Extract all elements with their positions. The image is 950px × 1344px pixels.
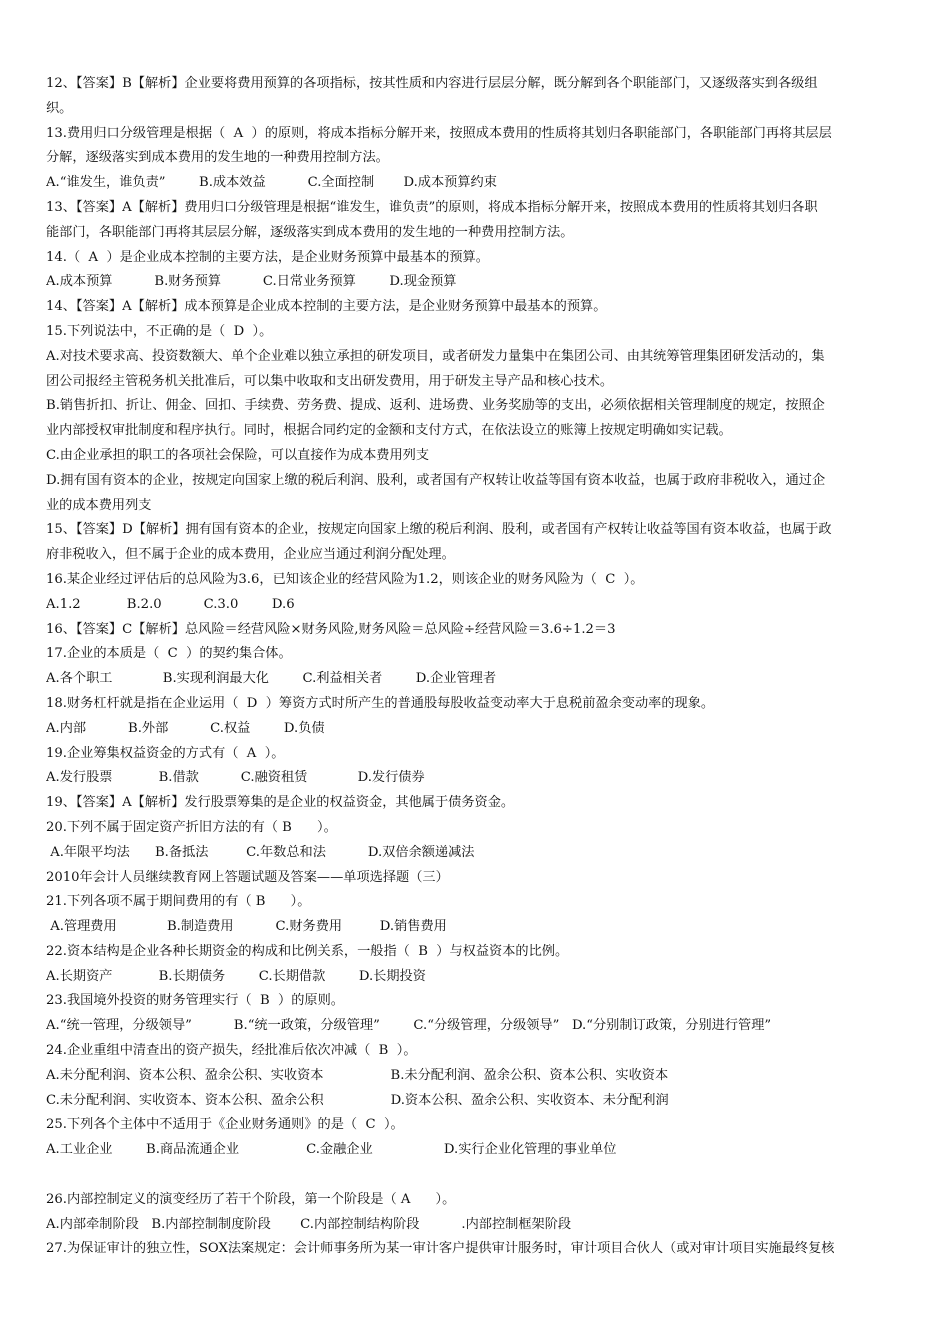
text-line: A.年限平均法 B.备抵法 C.年数总和法 D.双倍余额递减法 [46,844,475,860]
text-line: 15.下列说法中，不正确的是（ D ）。 [46,323,273,339]
text-line: A.管理费用 B.制造费用 C.财务费用 D.销售费用 [46,919,447,935]
text-line: 能部门，各职能部门再将其层层分解，逐级落实到成本费用的发生地的一种费用控制方法。 [46,224,574,240]
text-line: 19、【答案】A【解析】发行股票筹集的是企业的权益资金，其他属于债务资金。 [46,795,515,811]
text-line: 业内部授权审批制度和程序执行。同时，根据合同约定的金额和支付方式，在依法设立的账簿上按规定明确如实记载。 [46,423,732,439]
text-line: 27.为保证审计的独立性，SOX法案规定：会计师事务所为某一审计客户提供审计服务时，审计项目合伙人（或对审计项目实施最终复核 [46,1241,835,1257]
text-line: A.工业企业 B.商品流通企业 C.金融企业 D.实行企业化管理的事业单位 [46,1142,617,1158]
text-line: 19.企业筹集权益资金的方式有（ A ）。 [46,745,285,761]
text-line: C.未分配利润、实收资本、资本公积、盈余公积 D.资本公积、盈余公积、实收资本、未分配利润 [46,1092,669,1108]
document-page [46,72,908,1262]
text-line: A.长期资产 B.长期债务 C.长期借款 D.长期投资 [46,968,426,984]
text-line: A.成本预算 B.财务预算 C.日常业务预算 D.现金预算 [46,274,457,290]
text-line: 15、【答案】D【解析】拥有国有资本的企业，按规定向国家上缴的税后利润、股利，或者国有产权转让收益等国有资本收益，也属于政 [46,522,832,538]
text-line: A.1.2 B.2.0 C.3.0 D.6 [46,596,295,612]
text-line [46,1163,908,1188]
text-line: 17.企业的本质是（ C ）的契约集合体。 [46,646,292,662]
text-line: 21.下列各项不属于期间费用的有（ B ）。 [46,894,311,910]
text-line: 12、【答案】B【解析】企业要将费用预算的各项指标，按其性质和内容进行层层分解，既分解到各个职能部门，又逐级落实到各级组 [46,76,818,91]
text-line: 18.财务杠杆就是指在企业运用（ D ）筹资方式时所产生的普通股每股收益变动率大于息税前盈余变动率的现象。 [46,695,715,711]
text-line: A.未分配利润、资本公积、盈余公积、实收资本 B.未分配利润、盈余公积、资本公积、实收资本 [46,1067,669,1083]
text-line: 14、【答案】A【解析】成本预算是企业成本控制的主要方法，是企业财务预算中最基本的预算。 [46,299,607,315]
text-line: 13、【答案】A【解析】费用归口分级管理是根据“谁发生，谁负责”的原则，将成本指标分解开来，按照成本费用的性质将其划归各职 [46,199,818,215]
text-line: A.发行股票 B.借款 C.融资租赁 D.发行债券 [46,770,425,786]
text-line: 20.下列不属于固定资产折旧方法的有（ B ）。 [46,819,337,835]
text-line: 22.资本结构是企业各种长期资金的构成和比例关系，一般指（ B ）与权益资本的比例。 [46,943,569,959]
text-line: 13.费用归口分级管理是根据（ A ）的原则，将成本指标分解开来，按照成本费用的性质将其划归各职能部门，各职能部门再将其层层 [46,125,832,141]
text-line: C.由企业承担的职工的各项社会保险，可以直接作为成本费用列支 [46,447,430,463]
text-line: 16.某企业经过评估后的总风险为3.6，已知该企业的经营风险为1.2，则该企业的财务风险为（ C ）。 [46,571,644,587]
text-line: 2010年会计人员继续教育网上答题试题及答案——单项选择题（三） [46,869,449,885]
text-line: B.销售折扣、折让、佣金、回扣、手续费、劳务费、提成、返利、进场费、业务奖励等的支出，必须依据相关管理制度的规定，按照企 [46,398,825,414]
text-line: 24.企业重组中清查出的资产损失，经批准后依次冲减（ B ）。 [46,1043,417,1059]
text-line: A.各个职工 B.实现利润最大化 C.利益相关者 D.企业管理者 [46,671,497,687]
text-line: A.内部牵制阶段 B.内部控制制度阶段 C.内部控制结构阶段 .内部控制框架阶段 [46,1216,572,1232]
text-line: 分解，逐级落实到成本费用的发生地的一种费用控制方法。 [46,150,389,166]
text-line: 14.（ A ）是企业成本控制的主要方法，是企业财务预算中最基本的预算。 [46,249,489,265]
text-line: A.内部 B.外部 C.权益 D.负债 [46,720,325,736]
text-line: A.对技术要求高、投资数额大、单个企业难以独立承担的研发项目，或者研发力量集中在集团公司、由其统筹管理集团研发活动的，集 [46,348,825,364]
text-line: 业的成本费用列支 [46,497,152,513]
text-line: 府非税收入，但不属于企业的成本费用，企业应当通过利润分配处理。 [46,547,455,563]
text-line: 团公司报经主管税务机关批准后，可以集中收取和支出研发费用，用于研发主导产品和核心技术。 [46,373,614,389]
text-line: 织。 [46,100,73,116]
text-line: 23.我国境外投资的财务管理实行（ B ）的原则。 [46,993,344,1009]
text-line: D.拥有国有资本的企业，按规定向国家上缴的税后利润、股利，或者国有产权转让收益等国有资本收益，也属于政府非税收入，通过企 [46,472,826,488]
text-line: 16、【答案】C【解析】总风险＝经营风险×财务风险,财务风险＝总风险÷经营风险＝3.6÷1.2＝3 [46,621,616,637]
text-line: 25.下列各个主体中不适用于《企业财务通则》的是（ C ）。 [46,1117,404,1133]
text-line: 26.内部控制定义的演变经历了若干个阶段，第一个阶段是（ A ）。 [46,1191,456,1207]
text-line: A.“统一管理，分级领导” B.“统一政策，分级管理” C.“分级管理，分级领导” D.“分别制订政策，分别进行管理” [46,1018,772,1034]
text-line: A.“谁发生，谁负责” B.成本效益 C.全面控制 D.成本预算约束 [46,175,497,191]
